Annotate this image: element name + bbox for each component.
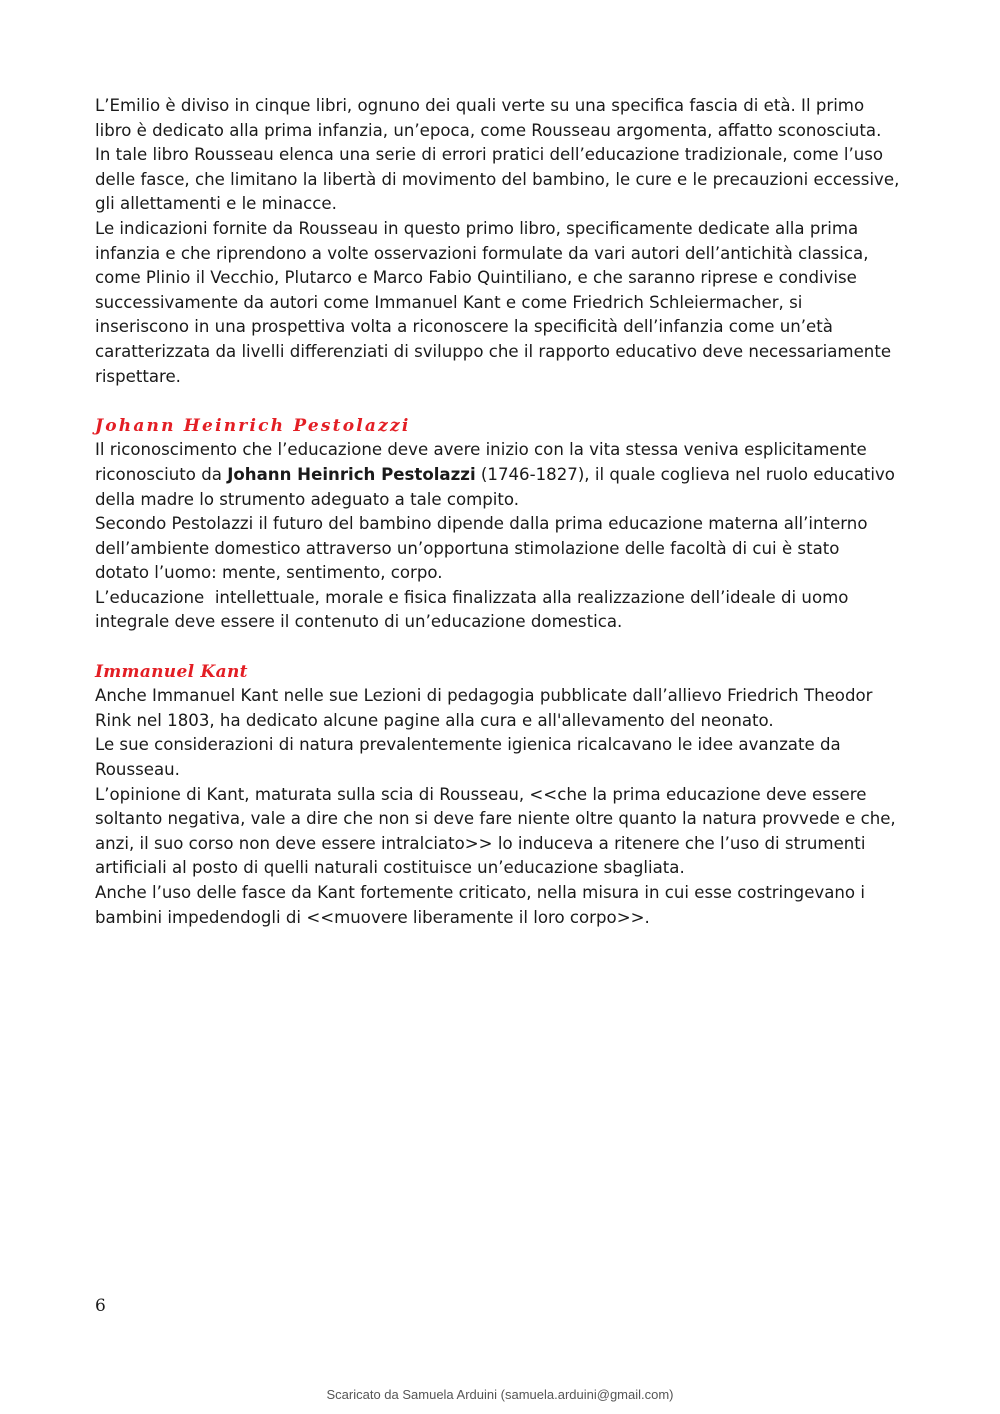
text-line: Le sue considerazioni di natura prevalentemente igienica ricalcavano le idee avanzate da — [95, 735, 841, 755]
pestalozzi-paragraph-1 — [95, 438, 910, 512]
text-line: infanzia e che riprendono a volte osservazioni formulate da vari autori dell’antichità classica, — [95, 243, 869, 263]
section-heading-pestalozzi: Johann Heinrich Pestolazzi — [95, 415, 411, 436]
text-line: della madre lo strumento adeguato a tale compito. — [95, 489, 520, 509]
text-line: bambini impedendogli di <<muovere liberamente il loro corpo>>. — [95, 907, 650, 927]
text-line: Anche l’uso delle fasce da Kant fortemente criticato, nella misura in cui esse costringevano i — [95, 883, 865, 902]
download-footer: Scaricato da Samuela Arduini (samuela.arduini@gmail.com) — [326, 1387, 674, 1402]
text-line: dotato l’uomo: mente, sentimento, corpo. — [95, 563, 443, 583]
text-line: dell’ambiente domestico attraverso un’opportuna stimolazione delle facoltà di cui è stato — [95, 538, 840, 558]
text-line: L’educazione intellettuale, morale e fisica finalizzata alla realizzazione dell’ideale di uomo — [95, 587, 849, 607]
text-line: In tale libro Rousseau elenca una serie di errori pratici dell’educazione tradizionale, come l’uso — [95, 145, 884, 165]
intro-paragraph-2 — [95, 217, 910, 389]
paragraph-gap — [95, 389, 910, 414]
text-line: caratterizzata da livelli differenziati di sviluppo che il rapporto educativo deve necessariamente — [95, 341, 892, 361]
section-heading-kant: Immanuel Kant — [95, 661, 248, 682]
bold-name: Johann Heinrich Pestolazzi — [227, 464, 476, 484]
kant-paragraph-1 — [95, 684, 910, 733]
text-line: Il riconoscimento che l’educazione deve avere inizio con la vita stessa veniva esplicitamente — [95, 440, 867, 460]
text-line: rispettare. — [95, 366, 181, 386]
text-line: L’opinione di Kant, maturata sulla scia di Rousseau, <<che la prima educazione deve essere — [95, 784, 867, 804]
page-number: 6 — [95, 1296, 106, 1316]
text-line: anzi, il suo corso non deve essere intralciato>> lo induceva a ritenere che l’uso di strumenti — [95, 833, 866, 853]
text-line: L’Emilio è diviso in cinque libri, ognuno dei quali verte su una specifica fascia di età. Il primo — [95, 96, 865, 115]
paragraph-gap — [95, 635, 910, 660]
text-line: successivamente da autori come Immanuel Kant e come Friedrich Schleiermacher, si — [95, 292, 803, 312]
text-line: soltanto negativa, vale a dire che non si deve fare niente oltre quanto la natura provvede e che, — [95, 809, 896, 829]
text-line: come Plinio il Vecchio, Plutarco e Marco Fabio Quintiliano, e che saranno riprese e condivise — [95, 268, 857, 288]
text-line: gli allettamenti e le minacce. — [95, 194, 337, 214]
intro-paragraph-1 — [95, 94, 910, 217]
text-line: Anche Immanuel Kant nelle sue Lezioni di pedagogia pubblicate dall’allievo Friedrich Theodor — [95, 686, 873, 706]
text-line: integrale deve essere il contenuto di un’educazione domestica. — [95, 612, 623, 632]
text-line: Secondo Pestolazzi il futuro del bambino dipende dalla prima educazione materna all’interno — [95, 514, 868, 534]
text-fragment: (1746-1827), il quale coglieva nel ruolo educativo — [475, 464, 895, 484]
text-line: artificiali al posto di quelli naturali costituisce un’educazione sbagliata. — [95, 858, 685, 878]
kant-paragraph-3 — [95, 783, 910, 881]
kant-paragraph-2 — [95, 733, 910, 782]
text-line: libro è dedicato alla prima infanzia, un’epoca, come Rousseau argomenta, affatto sconosciuta. — [95, 120, 882, 140]
page-content — [95, 94, 910, 930]
text-line — [95, 463, 910, 488]
pestalozzi-paragraph-3 — [95, 586, 910, 635]
text-line: Rink nel 1803, ha dedicato alcune pagine alla cura e all'allevamento del neonato. — [95, 710, 774, 730]
text-fragment: riconosciuto da — [95, 464, 228, 484]
pestalozzi-paragraph-2 — [95, 512, 910, 586]
text-line: Le indicazioni fornite da Rousseau in questo primo libro, specificamente dedicate alla prima — [95, 218, 859, 238]
kant-paragraph-4 — [95, 881, 910, 930]
text-line: delle fasce, che limitano la libertà di movimento del bambino, le cure e le precauzioni eccessive, — [95, 169, 900, 189]
text-line: inseriscono in una prospettiva volta a riconoscere la specificità dell’infanzia come un’età — [95, 317, 833, 337]
text-line: Rousseau. — [95, 760, 180, 780]
